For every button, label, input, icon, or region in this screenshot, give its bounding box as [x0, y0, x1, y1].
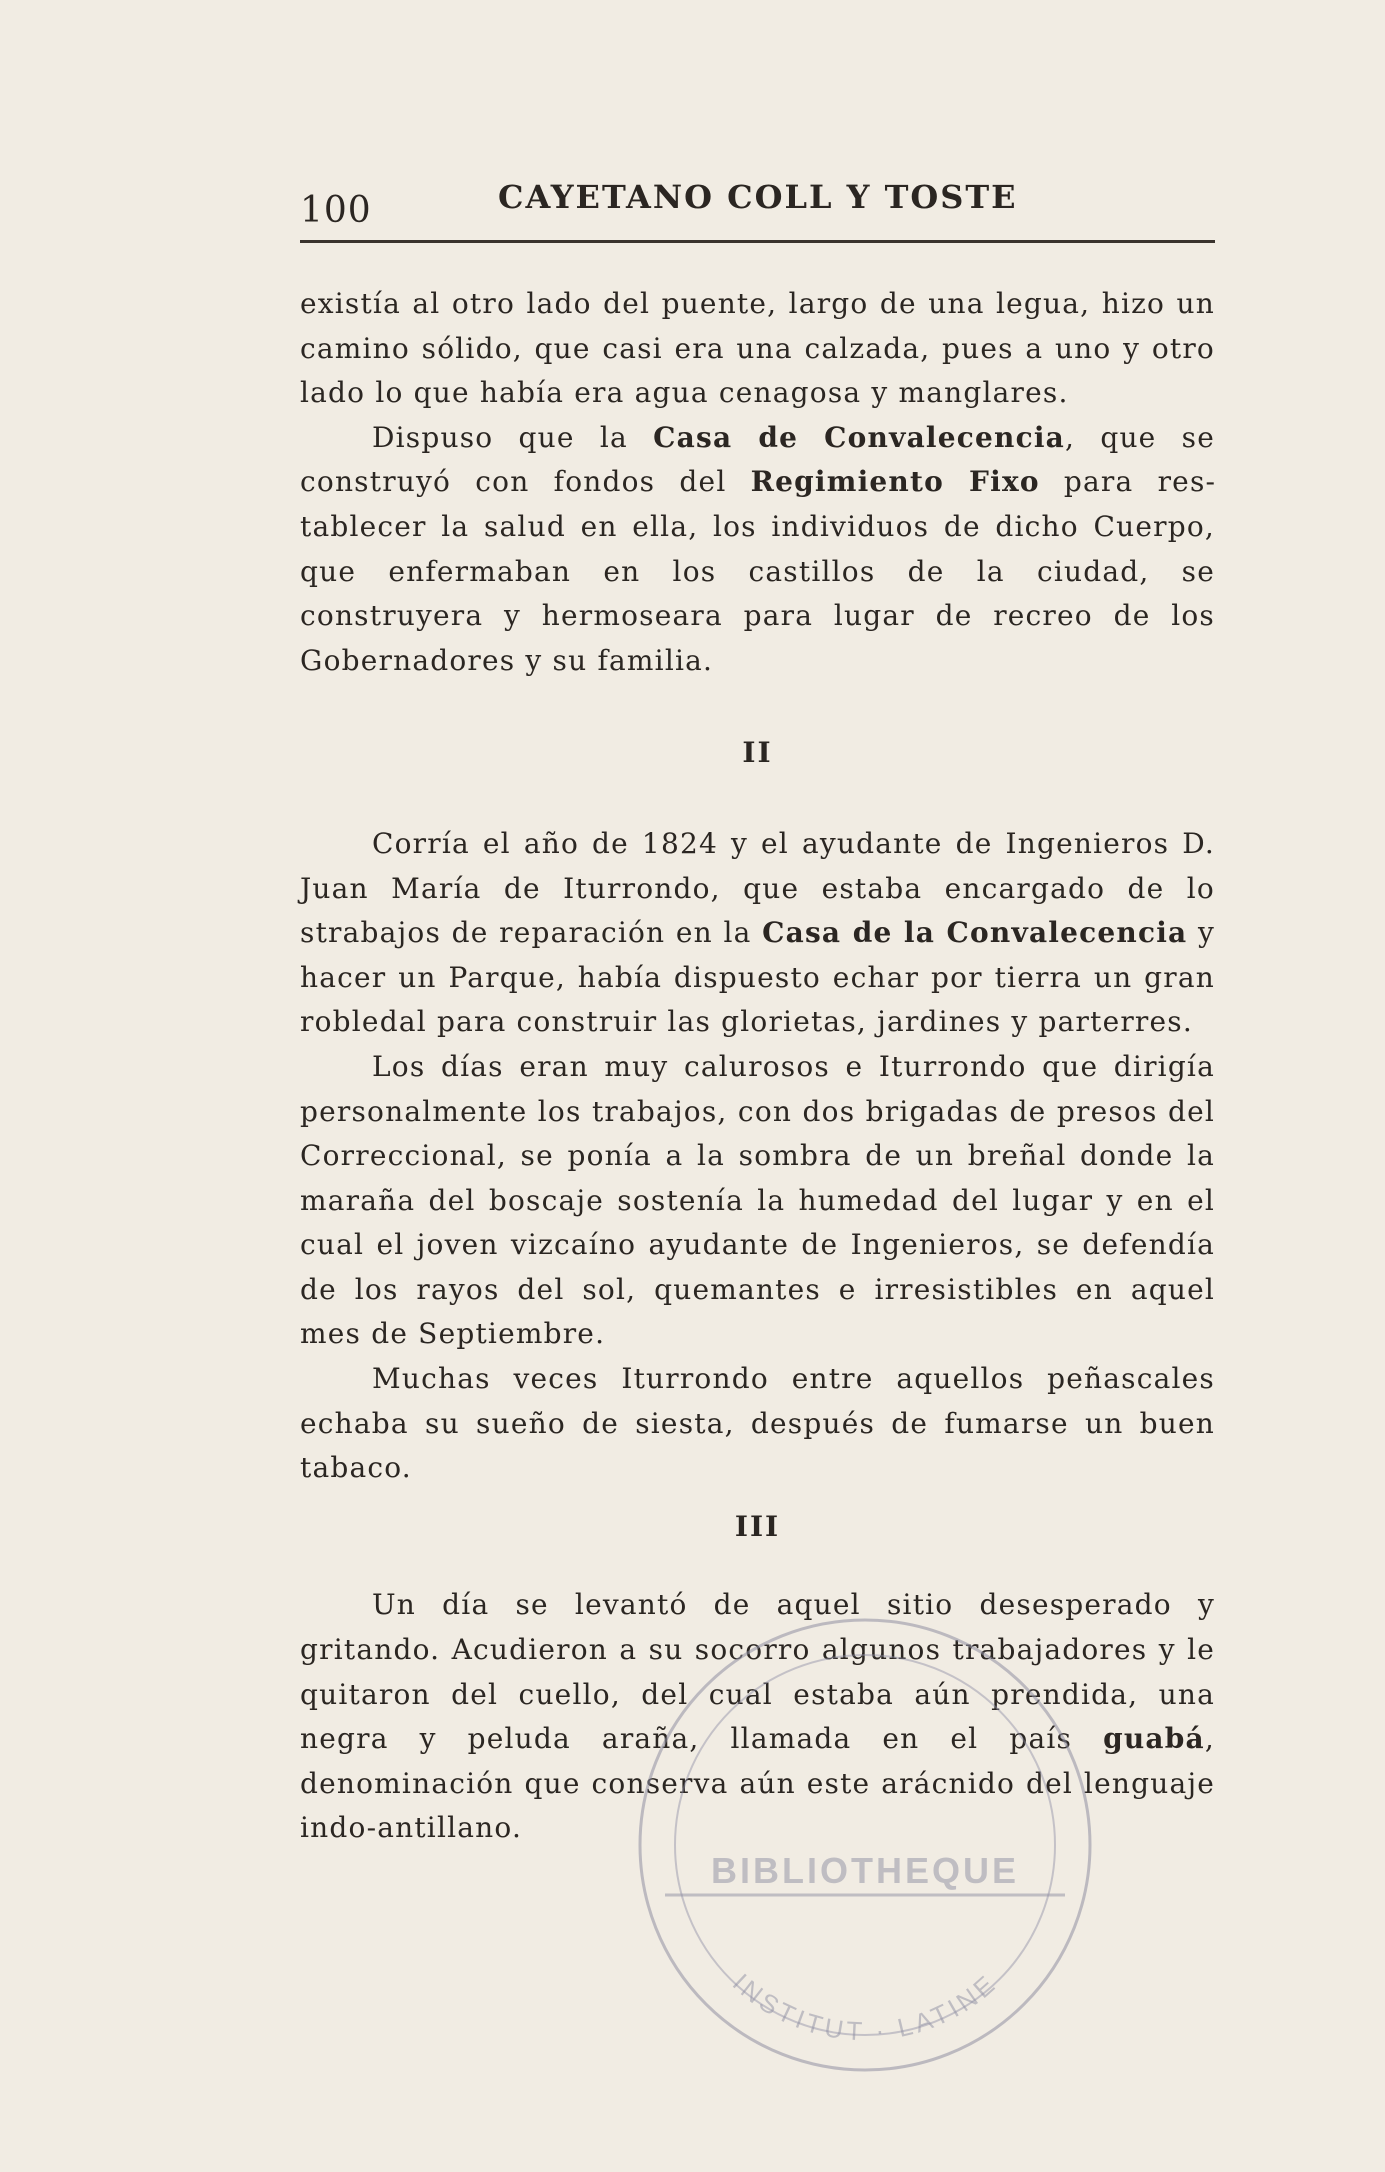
body-text	[300, 282, 1215, 1851]
running-head: CAYETANO COLL Y TOSTE	[498, 178, 1018, 216]
section-heading-ii: II	[742, 736, 773, 770]
header-rule	[300, 240, 1215, 243]
paragraph-2	[300, 416, 1215, 684]
guaba-term: guabá	[1103, 1722, 1205, 1756]
paragraph-3-part-c: y hacer un Parque, había dispuesto echar por tierra un gran robledal para construir las glorietas, jardines y parterres.	[300, 916, 1216, 1039]
paragraph-5: Muchas veces Iturrondo entre aquellos peñascales echaba su sueño de siesta, después de fumarse un buen tabaco.	[300, 1362, 1215, 1485]
casa-convalecencia-term-2: Casa de la Convalecencia	[762, 916, 1188, 950]
paragraph-6-part-c: , denominación que conserva aún este arácnido del lenguaje indo-antillano.	[300, 1722, 1215, 1845]
page-header	[300, 172, 1215, 232]
paragraph-1: existía al otro lado del puente, largo de una legua, hizo un camino sólido, que casi era una calzada, pues a uno y otro lado lo que había era agua cenagosa y manglares.	[300, 287, 1215, 410]
casa-convalecencia-term: Casa de Convalecencia	[653, 420, 1066, 454]
paragraph-3-part-a: Corría el año de 1824 y el ayudante de Ingenieros D. Juan María de Iturrondo, que estaba encargado de lo strabajos de reparación en la	[300, 826, 1215, 950]
paragraph-4: Los días eran muy calurosos e Iturrondo que dirigía personalmente los trabajos, con dos brigadas de presos del Correccional, se ponía a la sombra de un breñal donde la maraña del boscaje sostenía la humedad del lugar y en el cual el joven vizcaíno ayudante de Ingenieros, se defendía de los rayos del sol, quemantes e irresistibles en aquel mes de Septiembre.	[300, 1049, 1215, 1351]
regimiento-fixo-term: Regimiento Fixo	[750, 465, 1040, 499]
paragraph-6-part-a: Un día se levantó de aquel sitio desesperado y gritando. Acudieron a su socorro algunos trabajadores y le quitaron del cuello, del cual estaba aún prendida, una negra y peluda araña, llamada en el país	[300, 1588, 1215, 1756]
page-number: 100	[300, 190, 372, 231]
paragraph-2-part-c: , que se construyó con fondos del	[300, 420, 1215, 499]
stamp-ring-textpath: INSTITUT · LATINE	[726, 1967, 1004, 2047]
paragraph-2-part-a: Dispuso que la	[372, 420, 654, 454]
stamp-ring-text	[727, 1967, 1003, 2046]
paragraph-6	[300, 1583, 1215, 1851]
stamp-center-text: BIBLIOTHEQUE	[710, 1850, 1020, 1891]
paragraph-2-part-e: para restablecer la salud en ella, los individuos de dicho Cuerpo, que enfermaban en los castillos de la ciudad, se construyera y hermoseara para lugar de recreo de los Gobernadores y su familia.	[300, 465, 1215, 677]
paragraph-3	[300, 822, 1215, 1045]
section-heading-iii: III	[734, 1509, 781, 1543]
